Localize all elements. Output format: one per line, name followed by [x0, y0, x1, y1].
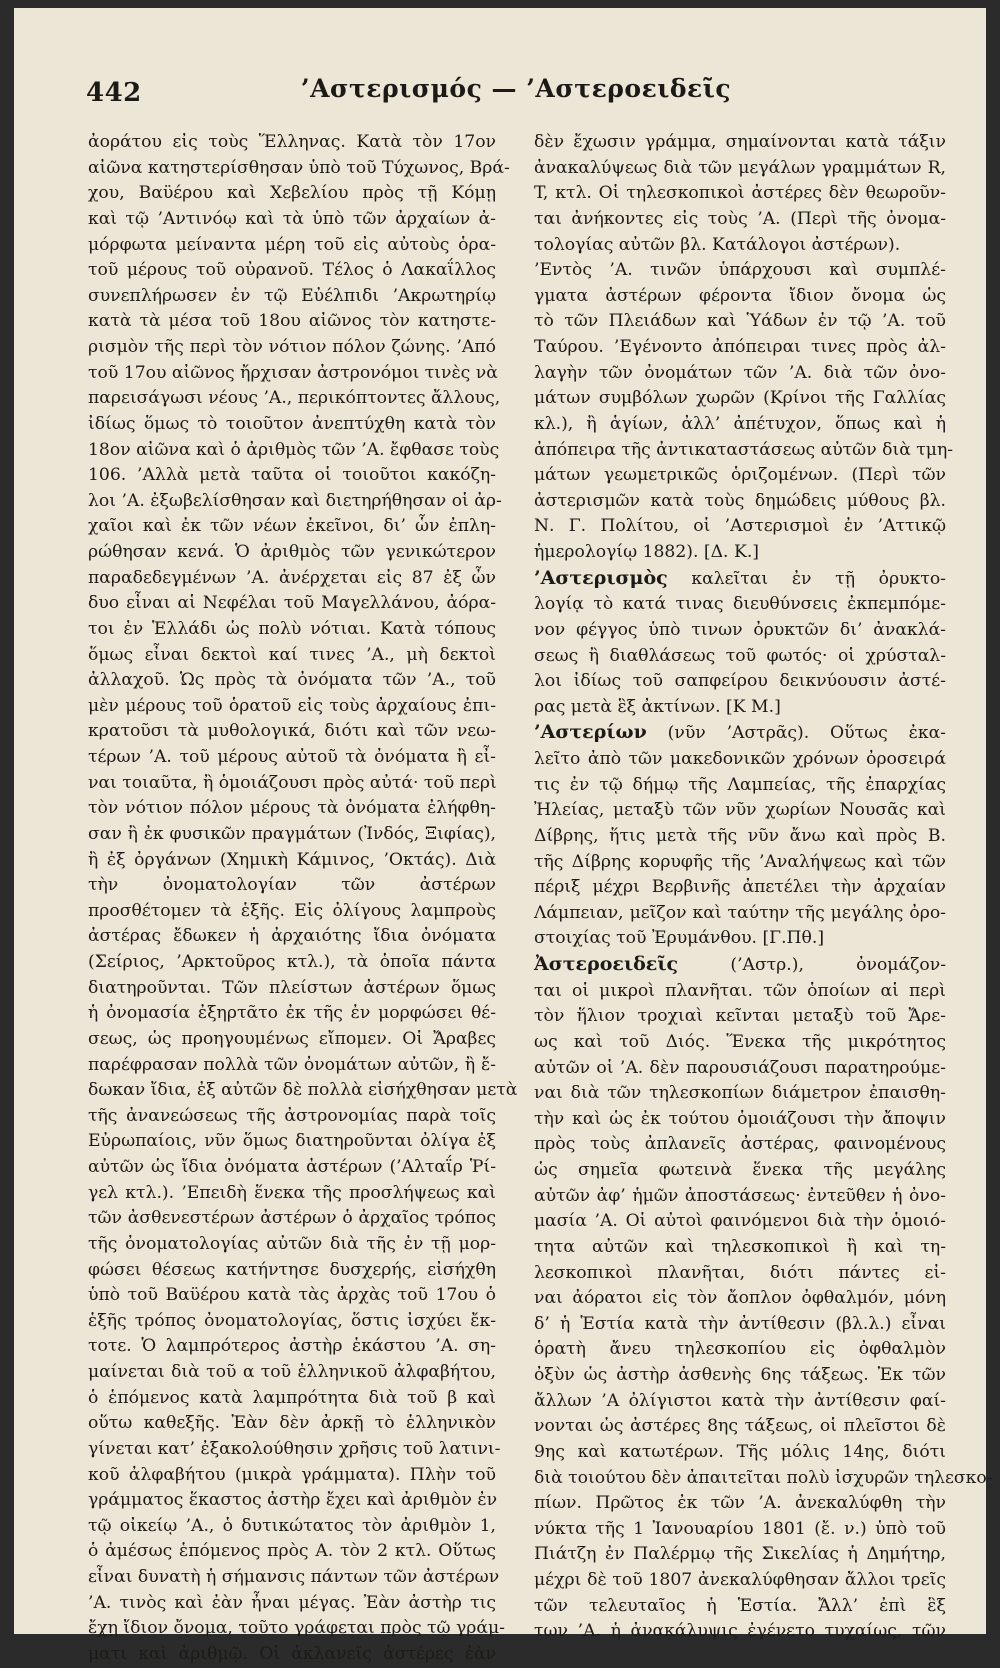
text-line [534, 566, 946, 593]
text-line [534, 1132, 946, 1158]
text-line-content: ’Εντὸς ’Α. τινῶν ὑπάρχουσι καὶ συμπλέ- [534, 260, 946, 281]
text-line: ρισμὸν τῆς περὶ τὸν νότιον πόλον ζώνης. ’Από [88, 337, 496, 357]
text-line-content: μασία ’Α. Οἱ αὐτοὶ φαινόμενοι διὰ τὴν ὁμοιό- [534, 1211, 946, 1232]
text-line: χαῖοι καὶ ἐκ τῶν νέων ἐκεῖνοι, δι’ ὧν ἐπλη- [88, 516, 496, 537]
text-line [534, 1619, 946, 1645]
entry-headword: ’Αστερίων [534, 721, 647, 744]
text-line [534, 1466, 993, 1492]
text-line [534, 1235, 946, 1261]
text-line [534, 1491, 946, 1517]
text-line-content: ως καὶ τοῦ Διός. Ἕνεκα τῆς μικρότητος [534, 1031, 946, 1052]
text-line [534, 926, 946, 952]
text-line-content: σεως ἢ διαθλάσεως τοῦ φωτός· οἱ χρύσταλ- [534, 645, 946, 666]
text-line: ὅμως εἶναι δεκτοὶ καί τινες ’Α., μὴ δεκτοὶ [88, 644, 496, 665]
text-line [534, 901, 946, 927]
text-line: ἡ ὀνομασία ἐξηρτᾶτο ἐκ τῆς ἐν μορφώσει θέ- [88, 1003, 496, 1024]
text-line [534, 720, 946, 747]
text-line [534, 1158, 946, 1184]
text-line [534, 489, 946, 515]
text-line [534, 850, 946, 876]
text-line [534, 438, 954, 464]
text-line-content: πρὸς τοὺς ἀπλανεῖς ἀστέρας, φαινομένους [534, 1134, 946, 1155]
text-line: τῷ οἰκείῳ ’Α., ὁ δυτικώτατος τὸν ἀριθμὸν 1, [88, 1515, 496, 1536]
text-line-content: μάτων συμβόλων χωρῶν (Κρίνοι τῆς Γαλλίας [534, 388, 946, 409]
text-line: Εὐρωπαίοις, νῦν ὅμως διατηροῦνται ὀλίγα ἐξ [88, 1131, 496, 1152]
text-line [534, 747, 946, 773]
text-line: ρώθησαν κενά. Ὁ ἀριθμὸς τῶν γενικώτερον [88, 542, 496, 562]
text-line-content: λεσκοπικοὶ πλανῆται, διότι πάντες εἰ- [534, 1262, 946, 1283]
text-line: ἀοράτου εἰς τοὺς Ἕλληνας. Κατὰ τὸν 17ον [88, 132, 496, 152]
text-line [534, 1594, 946, 1620]
text-line-content: ἀπόπειρα τῆς ἀντικαταστάσεως αὐτῶν διὰ τμη- [534, 439, 954, 460]
text-line-content: τῆς Δίβρης κορυφῆς τῆς ’Αναλήψεως καὶ τῶν [534, 851, 946, 872]
text-line-content: δὲν ἔχωσιν γράμμα, σημαίνονται κατὰ τάξιν [534, 132, 946, 152]
text-line-content: νονται ὡς ἀστέρες 8ης τάξεως, οἱ πλεῖστοι δὲ [534, 1416, 946, 1437]
text-line: (Σείριος, ’Αρκτοῦρος κτλ.), τὰ ὁποῖα πάντα [88, 952, 496, 972]
text-line [534, 1081, 946, 1107]
text-line: μαίνεται διὰ τοῦ α τοῦ ἑλληνικοῦ ἀλφαβήτου, [88, 1362, 496, 1382]
text-line-content: Δίβρης, ἥτις μετὰ τῆς νῦν ἄνω καὶ πρὸς Β. [534, 825, 946, 846]
text-line-content: τὸν ἥλιον τροχιαὶ κεῖνται μεταξὺ τοῦ Ἄρε- [534, 1006, 946, 1027]
book-page [14, 8, 993, 1664]
text-line-content: τὴν καὶ ὡς ἐκ τούτου ὁμοιάζουσι τὴν ἄποψιν [534, 1108, 946, 1129]
text-line: γίνεται κατ’ ἐξακολούθησιν χρῆσις τοῦ λατινι- [88, 1438, 501, 1459]
text-line [534, 1363, 946, 1389]
text-line [534, 284, 946, 310]
text-line-content: T, κτλ. Οἱ τηλεσκοπικοὶ ἀστέρες δὲν θεωροῦν- [534, 183, 946, 204]
text-line [534, 695, 946, 721]
text-line-content: διὰ τοιούτου δὲν ἀπαιτεῖται πολὺ ἰσχυρῶν τηλεσκο- [534, 1467, 993, 1488]
text-line-content: λεῖτο ἀπὸ τῶν μακεδονικῶν χρόνων ὀροσειρά [534, 749, 946, 769]
text-line [534, 1337, 946, 1363]
text-line [534, 1312, 946, 1338]
text-line [534, 798, 946, 824]
text-line-content: καλεῖται ἐν τῇ ὀρυκτο- [667, 568, 946, 589]
text-line-content: ται ἀνήκοντες εἰς τοὺς ’Α. (Περὶ τῆς ὀνομα- [534, 208, 946, 229]
text-line [534, 952, 946, 979]
text-line [534, 1030, 946, 1056]
text-line: αἰῶνα κατηστερίσθησαν ὑπὸ τοῦ Τύχωνος, Βρά- [88, 157, 510, 178]
text-line-content: τῶν τελευταῖος ἡ Ἑστία. Ἄλλ’ ἐπὶ ἓξ [534, 1595, 946, 1616]
text-line-content: Ταύρου. ’Εγένοντο ἀπόπειραι τινες πρὸς ἀλ- [534, 337, 946, 357]
text-line: τῶν ἀσθενεστέρων ἀστέρων ὁ ἀρχαῖος τρόπος [88, 1208, 496, 1229]
text-line [534, 309, 946, 335]
text-line-content: τολογίας αὐτῶν βλ. Κατάλογοι ἀστέρων). [534, 234, 901, 255]
text-line [534, 875, 946, 901]
text-line: 18ον αἰῶνα καὶ ὁ ἀριθμὸς τῶν ’Α. ἔφθασε τοὺς [88, 439, 500, 460]
text-line: ἀλλαχοῦ. Ὡς πρὸς τὰ ὀνόματα τῶν ’Α., τοῦ [88, 670, 496, 691]
text-line: τῆς ὀνοματολογίας αὐτῶν διὰ τῆς ἐν τῇ μορ- [88, 1233, 496, 1254]
entry-headword: Ἀστεροειδεῖς [534, 953, 679, 975]
text-line: ναι τοιαῦτα, ἢ ὁμοιάζουσι πρὸς αὐτά· τοῦ περὶ [88, 772, 497, 793]
text-line-content: λοι ἰδίως τοῦ σαπφείρου δεικνύουσιν ἀστέ- [534, 671, 946, 692]
text-line: τοῦ μέρους τοῦ οὐρανοῦ. Τέλος ὁ Λακαΐλλος [88, 260, 496, 281]
text-line-content: ναι διὰ τῶν τηλεσκοπίων διάμετρον ἐπαισθη- [534, 1083, 946, 1104]
text-line-content: (νῦν ’Αστρᾶς). Οὕτως ἐκα- [646, 723, 946, 744]
text-line-content: Ν. Γ. Πολίτου, οἱ ’Αστερισμοὶ ἐν ’Αττικῷ [534, 516, 946, 537]
text-line [534, 979, 946, 1005]
text-line-content: αὐτῶν οἱ ’Α. δὲν παρουσιάζουσι παρατηρούμε- [534, 1057, 946, 1078]
text-line: παραδεδεγμένων ’Α. ἀνέρχεται εἰς 87 ἐξ ὧν [88, 567, 496, 588]
text-line-content: τὸ τῶν Πλειάδων καὶ Ὑάδων ἐν τῷ ’Α. τοῦ [534, 311, 946, 332]
text-line: ὁ ἀμέσως ἑπόμενος πρὸς Α. τὸν 2 κτλ. Οὕτως [88, 1541, 496, 1562]
text-line-content: κλ.), ἢ ἁγίων, ἀλλ’ ἀπέτυχον, ὅπως καὶ ἡ [534, 413, 946, 434]
text-line-content: λογίᾳ τὸ κατά τινας διευθύνσεις ἐκπεμπόμε- [534, 594, 946, 615]
text-line [534, 1004, 946, 1030]
text-line [534, 207, 946, 233]
text-line-content: νύκτα τῆς 1 Ἰανουαρίου 1801 (ἔ. ν.) ὑπὸ τοῦ [534, 1518, 946, 1539]
text-line-content: ὁρατὴ ἄνευ τηλεσκοπίου εἰς ὀφθαλμὸν [534, 1339, 946, 1360]
text-line: δυο εἶναι αἱ Νεφέλαι τοῦ Μαγελλάνου, ἀόρα- [88, 593, 496, 614]
text-line: ὑπὸ τοῦ Βαϋέρου κατὰ τὰς ἀρχὰς τοῦ 17ου ὁ [88, 1285, 496, 1306]
text-line [534, 1184, 946, 1210]
text-line-content: (’Αστρ.), ὀνομάζον- [678, 955, 946, 975]
text-line-content: τητα αὐτῶν καὶ τηλεσκοπικοὶ ἢ καὶ τη- [534, 1236, 946, 1257]
text-line [534, 1261, 946, 1287]
text-line-content: πίων. Πρῶτος ἐκ τῶν ’Α. ἀνεκαλύφθη τὴν [534, 1493, 946, 1514]
text-line [534, 592, 946, 618]
text-line: δωκαν ἴδια, ἐξ αὐτῶν δὲ πολλὰ εἰσήχθησαν μετὰ [88, 1080, 518, 1101]
text-line-content: 9ης καὶ κατωτέρων. Τῆς μόλις 14ης, διότι [534, 1441, 946, 1462]
text-line-content: Πιάτζη ἐν Παλέρμῳ τῆς Σικελίας ἡ Δημήτηρ, [534, 1544, 946, 1565]
text-line-content: ρας μετὰ ἓξ ἀκτίνων. [Κ Μ.] [534, 696, 781, 717]
text-line-content: αὐτῶν ἀφ’ ἡμῶν ἀποστάσεως· ἐντεῦθεν ἡ ὀνο- [534, 1185, 946, 1206]
left-column [88, 130, 518, 1668]
text-line-content: ται οἱ μικροὶ πλανῆται. τῶν ὁποίων αἱ περὶ [534, 980, 946, 1001]
text-line: παρέφρασαν πολλὰ τῶν ὀνομάτων αὐτῶν, ἢ ἔ- [88, 1054, 496, 1075]
text-line [534, 824, 946, 850]
text-line [534, 669, 946, 695]
text-line: ἑξῆς τρόπος ὀνοματολογίας, ὅστις ἰσχύει ἔκ- [88, 1310, 496, 1331]
text-line: τὸν νότιον πόλον μέρους τὰ ὀνόματα ἐλήφθη- [88, 798, 496, 819]
page-number: 442 [86, 78, 142, 108]
text-line-content: ὀξὺν ὡς ἀστὴρ ἀσθενὴς 6ης τάξεως. Ἐκ τῶν [534, 1365, 946, 1385]
text-line: χου, Βαϋέρου καὶ Χεβελίου πρὸς τῇ Κόμῃ [88, 183, 496, 204]
text-line: τοτε. Ὁ λαμπρότερος ἀστὴρ ἑκάστου ’Α. ση- [88, 1336, 496, 1357]
text-line-content: ἀνακαλύψεως διὰ τῶν μεγάλων γραμμάτων R, [534, 157, 946, 178]
text-line: συνεπλήρωσεν ἐν τῷ Εὐέλπιδι ’Ακρωτηρίῳ [88, 285, 496, 306]
text-line: μὲν μέρους τοῦ ὁρατοῦ εἰς τοὺς ἀρχαίους ἐπι- [88, 695, 496, 716]
text-line [534, 1389, 946, 1415]
text-line [534, 1414, 946, 1440]
text-line [534, 181, 946, 207]
text-line: προσθέτομεν τὰ ἑξῆς. Εἰς ὀλίγους λαμπροὺς [88, 900, 496, 921]
text-line [534, 514, 946, 540]
text-line [534, 1286, 946, 1312]
header-title: ’Αστερισμός — ’Αστεροειδεῖς [300, 74, 732, 103]
text-line: λοι ’Α. ἐξωβελίσθησαν καὶ διετηρήθησαν οἱ ἀρ- [88, 490, 502, 511]
text-line: τοι ἐν Ἑλλάδι ὡς πολὺ νότιαι. Κατὰ τόπους [88, 618, 496, 639]
text-line [534, 644, 946, 670]
text-line-content: ἄλλων ’Α ὀλίγιστοι κατὰ τὴν ἀντίθεσιν φαί- [534, 1390, 946, 1411]
text-line-content: ἡμερολογίῳ 1882). [Δ. Κ.] [534, 542, 759, 562]
text-line [534, 463, 946, 489]
text-line: ἢ ἐξ ὀργάνων (Χημικὴ Κάμινος, ’Οκτάς). Διὰ [88, 849, 496, 870]
text-line [534, 1568, 946, 1594]
text-line: μόρφωτα μείναντα μέρη τοῦ εἰς αὐτοὺς ὁρα- [88, 234, 496, 255]
text-line: ματι καὶ ἀριθμῷ. Οἱ ἀκλανεῖς ἀστέρες ἐὰν [88, 1643, 496, 1664]
text-line [534, 412, 946, 438]
text-line [534, 233, 946, 259]
text-line: γελ κτλ.). ’Επειδὴ ἕνεκα τῆς προσλήψεως καὶ [88, 1182, 496, 1203]
text-line: σεως, ὡς προηγουμένως εἴπομεν. Οἱ Ἄραβες [88, 1028, 496, 1049]
text-line-content: λαγὴν τῶν ὀνομάτων τῶν ’Α. διὰ τῶν ὀνο- [534, 362, 946, 383]
text-line: ἀστέρας ἔδωκεν ἡ ἀρχαιότης ἴδια ὀνόματα [88, 926, 496, 947]
text-line [534, 258, 946, 284]
text-line: αὐτῶν ὡς ἴδια ὀνόματα ἀστέρων (’Αλταΐρ Ῥί- [88, 1157, 496, 1177]
text-line: τῆς ἀνανεώσεως τῆς ἀστρονομίας παρὰ τοῖς [88, 1105, 496, 1126]
text-line-content: Λάμπειαν, μεῖζον καὶ ταύτην τῆς μεγάλης ὀρο- [534, 902, 946, 923]
text-line [534, 1517, 946, 1543]
text-line [534, 618, 946, 644]
text-line [534, 773, 946, 799]
text-line [534, 1056, 946, 1082]
text-line-content: ναι ἀόρατοι εἰς τὸν ἄοπλον ὀφθαλμόν, μόνη [534, 1288, 946, 1309]
text-line [534, 1209, 946, 1235]
text-line: κοῦ ἀλφαβήτου (μικρὰ γράμματα). Πλὴν τοῦ [88, 1464, 496, 1485]
text-line-content: δ’ ἡ Ἑστία κατὰ τὴν ἀντίθεσιν (βλ.λ.) εἶναι [534, 1313, 946, 1334]
text-line: ’Α. τινὸς καὶ ἐὰν ἦναι μέγας. Ἐὰν ἀστὴρ τις [88, 1592, 496, 1613]
text-line-content: γματα ἀστέρων φέροντα ἴδιον ὄνομα ὡς [534, 285, 946, 306]
text-line [534, 130, 946, 156]
text-line-content: ἀστερισμῶν κατὰ τοὺς δημώδεις μύθους βλ. [534, 490, 946, 511]
text-line: τοῦ 17ου αἰῶνος ἤρχισαν ἀστρονόμοι τινὲς νὰ [88, 362, 498, 383]
text-line: ὁ ἑπόμενος κατὰ λαμπρότητα διὰ τοῦ β καὶ [88, 1387, 496, 1408]
text-line [534, 335, 946, 361]
text-line: ἰδίως ὅμως τὸ τοιοῦτον ἀνεπτύχθη κατὰ τὸν [88, 413, 496, 434]
text-line [534, 361, 946, 387]
text-line-content: ὡς σημεῖα φωτεινὰ ἕνεκα τῆς μεγάλης [534, 1160, 946, 1180]
entry-headword: ’Αστερισμὸς [534, 566, 668, 589]
text-line [534, 386, 946, 412]
text-line [534, 1542, 946, 1568]
text-line: γράμματος ἕκαστος ἀστὴρ ἔχει καὶ ἀριθμὸν ἐν [88, 1490, 498, 1511]
text-line: τέρων ’Α. τοῦ μέρους αὐτοῦ τὰ ὀνόματα ἢ εἶ- [88, 747, 496, 767]
text-line: 106. ’Αλλὰ μετὰ ταῦτα οἱ τοιοῦτοι κακόζη- [88, 465, 496, 486]
text-line [534, 1440, 946, 1466]
text-line-content: πέριξ μέχρι Βερβινῆς ἀπετέλει τὴν ἀρχαίαν [534, 877, 946, 898]
text-line-content: μάτων γεωμετρικῶς ὁριζομένων. (Περὶ τῶν [534, 465, 946, 486]
text-line-content: στοιχίας τοῦ Ἐρυμάνθου. [Γ.Πθ.] [534, 928, 825, 949]
text-line: παρεισάγωσι νέους ’Α., περικόπτοντες ἄλλους, [88, 388, 501, 409]
text-line: οὕτω καθεξῆς. Ἐὰν δὲν ἀρκῇ τὸ ἑλληνικὸν [88, 1413, 496, 1434]
text-line: εἶναι δυνατὴ ἡ σήμανσις πάντων τῶν ἀστέρων [88, 1567, 500, 1587]
text-line: κρατοῦσι τὰ μυθολογικά, διότι καὶ τῶν νεω- [88, 721, 496, 742]
text-line [534, 1107, 946, 1133]
text-line-content: των ’Α. ἡ ἀνακάλυψις ἐγένετο τυχαίως, τῶν [534, 1621, 946, 1642]
text-line-content: νον φέγγος ὑπὸ τινων ὀρυκτῶν δι’ ἀνακλά- [534, 619, 946, 640]
text-line-content: μέχρι δὲ τοῦ 1807 ἀνεκαλύφθησαν ἄλλοι τρεῖς [534, 1570, 946, 1590]
text-line-content: τις ἐν τῷ δήμῳ τῆς Λαμπείας, τῆς ἐπαρχίας [534, 774, 946, 795]
text-line: φώσει θέσεως κατήντησε δυσχερής, εἰσήχθη [88, 1259, 496, 1280]
text-line: καὶ τῷ ’Αντινόῳ καὶ τὰ ὑπὸ τῶν ἀρχαίων ἀ- [88, 208, 496, 229]
text-line: σαν ἢ ἐκ φυσικῶν πραγμάτων (Ἰνδός, Ξιφίας), [88, 823, 496, 844]
text-line: διατηροῦνται. Τῶν πλείστων ἀστέρων ὅμως [88, 977, 496, 998]
running-head [86, 74, 946, 114]
text-line: ἔχῃ ἴδιον ὄνομα, τοῦτο γράφεται πρὸς τῷ γράμ- [88, 1618, 505, 1639]
text-line [534, 540, 946, 566]
right-column [534, 130, 993, 1645]
text-line: τὴν ὀνοματολογίαν τῶν ἀστέρων [88, 875, 496, 896]
text-line [534, 156, 946, 182]
text-line: κατὰ τὰ μέσα τοῦ 18ου αἰῶνος τὸν κατηστε- [88, 311, 496, 332]
text-line-content: Ἠλείας, μεταξὺ τῶν νῦν χωρίων Νουσᾶς καὶ [534, 800, 946, 821]
